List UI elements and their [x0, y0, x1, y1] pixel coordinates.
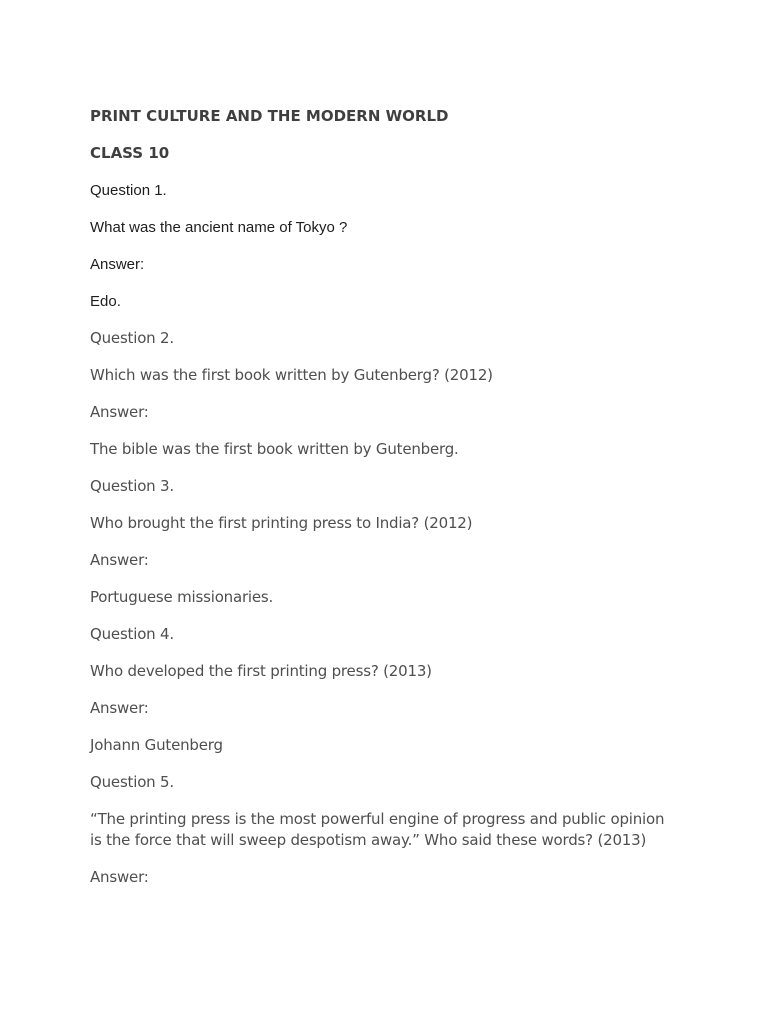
- answer-5-label: Answer:: [90, 868, 149, 886]
- document-page: [90, 106, 680, 904]
- answer-4-label: Answer:: [90, 699, 149, 717]
- answer-2-label: Answer:: [90, 403, 149, 421]
- answer-1-label: Answer:: [90, 256, 145, 273]
- question-1-text: What was the ancient name of Tokyo ?: [90, 219, 348, 236]
- question-5-label: Question 5.: [90, 773, 174, 791]
- question-4-label: Question 4.: [90, 625, 174, 643]
- class-label: CLASS 10: [90, 144, 170, 162]
- question-4-text: Who developed the first printing press? (2013): [90, 662, 432, 680]
- question-1-label: Question 1.: [90, 182, 167, 199]
- question-2-text: Which was the first book written by Gutenberg? (2012): [90, 366, 493, 384]
- answer-2-text: The bible was the first book written by Gutenberg.: [90, 440, 459, 458]
- question-2-label: Question 2.: [90, 329, 174, 347]
- document-title: PRINT CULTURE AND THE MODERN WORLD: [90, 107, 449, 125]
- question-3-text: Who brought the first printing press to India? (2012): [90, 514, 473, 532]
- answer-3-text: Portuguese missionaries.: [90, 588, 274, 606]
- answer-1-text: Edo.: [90, 293, 121, 310]
- answer-4-text: Johann Gutenberg: [90, 736, 223, 754]
- question-5-text: “The printing press is the most powerful engine of progress and public opinion is the force that will sweep despotism away.” Who said these words? (2013): [90, 810, 665, 849]
- answer-3-label: Answer:: [90, 551, 149, 569]
- question-3-label: Question 3.: [90, 477, 174, 495]
